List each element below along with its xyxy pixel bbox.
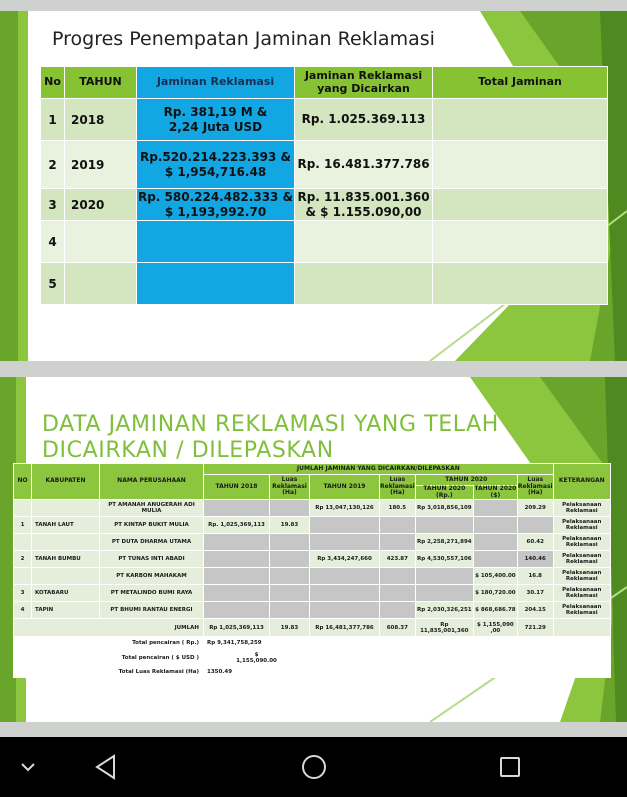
header-jumlah: JUMLAH JAMINAN YANG DICAIRKAN/DILEPASKAN — [204, 464, 554, 475]
cell-no: 2 — [14, 551, 32, 568]
cell-2019 — [310, 602, 380, 619]
cell-2018 — [204, 551, 270, 568]
total-value — [204, 666, 310, 678]
row-dicairkan-line1: Rp. 1.025.369.113 — [301, 112, 426, 127]
row-dicairkan — [295, 189, 433, 221]
cell-kabupaten: TANAH BUMBU — [32, 551, 100, 568]
total-value — [204, 637, 310, 650]
cell-2018: Rp. 1,025,369,113 — [204, 517, 270, 534]
progress-table — [40, 66, 608, 305]
cell-2020-usd: $ 868,686.78 — [473, 602, 517, 619]
total-value-line1: $ — [254, 651, 259, 658]
cell-perusahaan: PT TUNAS INTI ABADI — [100, 551, 204, 568]
header-tahun2020-rp: TAHUN 2020 (Rp.) — [415, 486, 473, 500]
cell-kabupaten — [32, 568, 100, 585]
jumlah-keterangan — [553, 619, 610, 637]
header-no: NO — [14, 464, 32, 500]
total-value-line1: Rp 9,341,758,259 — [207, 640, 262, 647]
row-dicairkan-line1: Rp. 11.835.001.360 — [297, 190, 430, 205]
row-jaminan-line1: Rp. 381,19 M & — [163, 105, 268, 120]
cell-perusahaan: PT METALINDO BUMI RAYA — [100, 585, 204, 602]
table-row — [41, 263, 608, 305]
row-no: 3 — [41, 189, 65, 221]
cell-perusahaan: PT AMANAH ANUGERAH ADI MULIA — [100, 500, 204, 517]
table-row — [14, 568, 611, 585]
cell-2018 — [204, 585, 270, 602]
header-total: Total Jaminan — [433, 67, 608, 99]
header-tahun: TAHUN — [65, 67, 137, 99]
cell-luas1: 19.83 — [270, 517, 310, 534]
jumlah-2020-usd-line2: ,00 — [490, 627, 501, 634]
cell-perusahaan: PT KARBON MAHAKAM — [100, 568, 204, 585]
back-icon[interactable] — [94, 753, 118, 781]
jumlah-2020-rp: Rp 11,835,001,360 — [415, 619, 473, 637]
slide2-title-line2: DICAIRKAN / DILEPASKAN — [42, 438, 334, 464]
row-total — [433, 99, 608, 141]
cell-kabupaten: KOTABARU — [32, 585, 100, 602]
cell-luas3 — [517, 517, 553, 534]
total-row — [14, 637, 611, 650]
cell-luas3: 204.15 — [517, 602, 553, 619]
cell-luas2: 423.87 — [380, 551, 416, 568]
slide2-title-line1: DATA JAMINAN REKLAMASI YANG TELAH — [42, 412, 499, 437]
cell-2018 — [204, 568, 270, 585]
cell-luas2 — [380, 534, 416, 551]
cell-2019: Rp 13,047,130,126 — [310, 500, 380, 517]
table-row — [41, 99, 608, 141]
cell-2020-rp — [415, 517, 473, 534]
cell-no: 3 — [14, 585, 32, 602]
cell-perusahaan: PT DUTA DHARMA UTAMA — [100, 534, 204, 551]
row-total — [433, 263, 608, 305]
table-row — [41, 141, 608, 189]
cell-luas1 — [270, 551, 310, 568]
cell-kabupaten: TANAH LAUT — [32, 517, 100, 534]
cell-perusahaan: PT BHUMI RANTAU ENERGI — [100, 602, 204, 619]
table-row — [41, 221, 608, 263]
slide2-title — [42, 412, 499, 465]
slide-progress — [0, 11, 627, 361]
cell-2020-rp: Rp 2,030,326,251 — [415, 602, 473, 619]
android-navigation-bar — [0, 737, 627, 797]
cell-2019 — [310, 585, 380, 602]
row-no: 5 — [41, 263, 65, 305]
total-value-line2: 1,155,090.00 — [236, 657, 277, 664]
cell-2020-usd: $ 180,720.00 — [473, 585, 517, 602]
cell-keterangan: Pelaksanaan Reklamasi — [553, 585, 610, 602]
jumlah-luas2: 608.37 — [380, 619, 416, 637]
cell-2020-usd — [473, 500, 517, 517]
row-dicairkan-line1: Rp. 16.481.377.786 — [297, 157, 430, 172]
cell-no: 1 — [14, 517, 32, 534]
header-perusahaan: NAMA PERUSAHAAN — [100, 464, 204, 500]
row-jaminan — [137, 189, 295, 221]
total-label: Total pencairan ( $ USD ) — [14, 650, 204, 666]
cell-keterangan: Pelaksanaan Reklamasi — [553, 517, 610, 534]
jumlah-2018: Rp 1,025,369,113 — [204, 619, 270, 637]
cell-2020-rp: Rp 4,530,557,106 — [415, 551, 473, 568]
cell-2020-rp: Rp 3,018,856,109 — [415, 500, 473, 517]
row-tahun — [65, 263, 137, 305]
pencairan-table — [13, 463, 611, 678]
cell-2019: Rp 3,434,247,660 — [310, 551, 380, 568]
row-jaminan-line1: Rp.520.214.223.393 & — [140, 150, 291, 165]
cell-luas1 — [270, 534, 310, 551]
cell-kabupaten: TAPIN — [32, 602, 100, 619]
blank-cell — [310, 666, 611, 678]
table-row — [14, 585, 611, 602]
row-jaminan — [137, 99, 295, 141]
row-no: 2 — [41, 141, 65, 189]
header-luas1: Luas Reklamasi (Ha) — [270, 475, 310, 500]
row-tahun: 2018 — [65, 99, 137, 141]
row-dicairkan — [295, 99, 433, 141]
cell-2020-usd — [473, 551, 517, 568]
total-value-line1: 1350.49 — [207, 668, 233, 675]
jumlah-luas1: 19.83 — [270, 619, 310, 637]
cell-2018 — [204, 500, 270, 517]
cell-kabupaten — [32, 534, 100, 551]
cell-2018 — [204, 602, 270, 619]
cell-kabupaten — [32, 500, 100, 517]
slide1-title: Progres Penempatan Jaminan Reklamasi — [52, 28, 435, 50]
cell-2019 — [310, 568, 380, 585]
row-total — [433, 141, 608, 189]
cell-luas2 — [380, 568, 416, 585]
cell-2019 — [310, 534, 380, 551]
slide-data-jaminan — [0, 377, 627, 722]
header-tahun2020: TAHUN 2020 — [415, 475, 517, 486]
row-dicairkan — [295, 221, 433, 263]
cell-no — [14, 534, 32, 551]
table-row — [14, 602, 611, 619]
cell-no: 4 — [14, 602, 32, 619]
cell-no — [14, 568, 32, 585]
total-label: Total Luas Reklamasi (Ha) — [14, 666, 204, 678]
row-jaminan-line2: $ 1,193,992.70 — [164, 204, 267, 219]
cell-luas1 — [270, 602, 310, 619]
row-total — [433, 221, 608, 263]
table-row — [14, 517, 611, 534]
row-total — [433, 189, 608, 221]
total-row — [14, 666, 611, 678]
row-jaminan — [137, 141, 295, 189]
jumlah-2020-usd — [473, 619, 517, 637]
table-row — [14, 500, 611, 517]
cell-2020-usd: $ 105,400.00 — [473, 568, 517, 585]
cell-no — [14, 500, 32, 517]
cell-2020-rp — [415, 585, 473, 602]
cell-luas3: 209.29 — [517, 500, 553, 517]
cell-keterangan: Pelaksanaan Reklamasi — [553, 534, 610, 551]
total-value — [204, 650, 310, 666]
header-no: No — [41, 67, 65, 99]
row-jaminan — [137, 263, 295, 305]
home-icon[interactable] — [300, 753, 328, 781]
row-tahun: 2019 — [65, 141, 137, 189]
row-tahun: 2020 — [65, 189, 137, 221]
header-kabupaten: KABUPATEN — [32, 464, 100, 500]
row-dicairkan — [295, 141, 433, 189]
row-jaminan — [137, 221, 295, 263]
cell-luas1 — [270, 568, 310, 585]
cell-keterangan: Pelaksanaan Reklamasi — [553, 568, 610, 585]
row-jaminan-line2: $ 1,954,716.48 — [164, 164, 267, 179]
row-no: 4 — [41, 221, 65, 263]
row-tahun — [65, 221, 137, 263]
cell-2018 — [204, 534, 270, 551]
chevron-down-icon[interactable] — [18, 757, 38, 777]
cell-2020-rp: Rp 2,258,271,894 — [415, 534, 473, 551]
row-dicairkan-line2: & $ 1.155.090,00 — [305, 204, 422, 219]
header-keterangan: KETERANGAN — [553, 464, 610, 500]
header-luas3: Luas Reklamasi (Ha) — [517, 475, 553, 500]
cell-luas1 — [270, 585, 310, 602]
row-jaminan-line2: 2,24 Juta USD — [168, 119, 263, 134]
cell-luas3: 60.42 — [517, 534, 553, 551]
row-no: 1 — [41, 99, 65, 141]
cell-luas3: 30.17 — [517, 585, 553, 602]
header-tahun2020-usd: TAHUN 2020 ($) — [474, 485, 517, 499]
cell-luas1 — [270, 500, 310, 517]
jumlah-2020-usd-line1: $ 1,155,090 — [477, 621, 514, 628]
blank-cell — [310, 650, 611, 666]
row-dicairkan — [295, 263, 433, 305]
table-row — [41, 189, 608, 221]
header-tahun2019: TAHUN 2019 — [310, 475, 380, 500]
recents-icon[interactable] — [498, 755, 522, 779]
jumlah-luas3: 721.29 — [517, 619, 553, 637]
header-luas2: Luas Reklamasi (Ha) — [380, 475, 416, 500]
cell-keterangan: Pelaksanaan Reklamasi — [553, 500, 610, 517]
cell-luas3: 16.8 — [517, 568, 553, 585]
cell-luas2 — [380, 585, 416, 602]
header-dicairkan: Jaminan Reklamasi yang Dicairkan — [295, 67, 433, 99]
table-row — [14, 551, 611, 568]
cell-keterangan: Pelaksanaan Reklamasi — [553, 551, 610, 568]
jumlah-2019: Rp 16,481,377,786 — [310, 619, 380, 637]
cell-perusahaan: PT KINTAP BUKIT MULIA — [100, 517, 204, 534]
blank-cell — [310, 637, 611, 650]
cell-keterangan: Pelaksanaan Reklamasi — [553, 602, 610, 619]
cell-luas2 — [380, 517, 416, 534]
row-jaminan-line1: Rp. 580.224.482.333 & — [137, 190, 294, 205]
cell-2020-usd — [473, 534, 517, 551]
header-jaminan: Jaminan Reklamasi — [137, 67, 295, 99]
cell-luas2 — [380, 602, 416, 619]
header-tahun2018: TAHUN 2018 — [204, 475, 270, 500]
cell-2020-usd — [473, 517, 517, 534]
cell-luas3: 140.46 — [517, 551, 553, 568]
cell-2020-rp — [415, 568, 473, 585]
total-row — [14, 650, 611, 666]
table-row — [14, 534, 611, 551]
jumlah-label: JUMLAH — [14, 619, 204, 637]
jumlah-row — [14, 619, 611, 637]
cell-2019 — [310, 517, 380, 534]
total-label: Total pencairan ( Rp.) — [14, 637, 204, 650]
cell-luas2: 180.5 — [380, 500, 416, 517]
